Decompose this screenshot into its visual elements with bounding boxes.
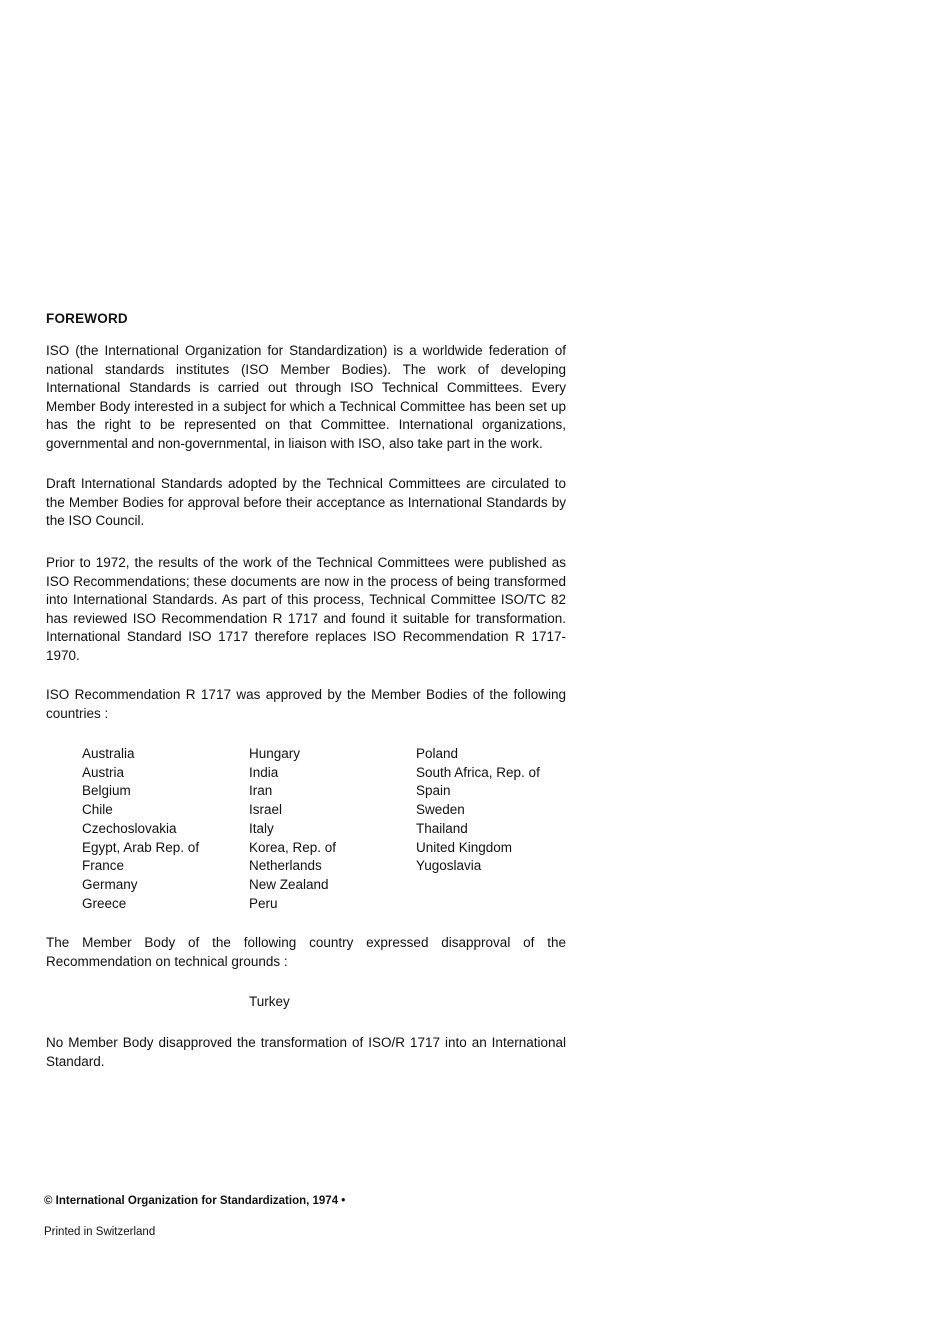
- printed-location: Printed in Switzerland: [44, 1226, 156, 1238]
- paragraph-closing: No Member Body disapproved the transformation of ISO/R 1717 into an International Standard.: [46, 1035, 566, 1069]
- country-item: Iran: [249, 783, 273, 799]
- copyright-notice: © International Organization for Standardization, 1974 •: [44, 1195, 346, 1207]
- country-item: Austria: [82, 764, 125, 780]
- country-item: New Zealand: [249, 876, 329, 892]
- paragraph-disapproval: The Member Body of the following country expressed disapproval of the Recommendation on technical grounds :: [46, 935, 566, 969]
- country-item: India: [249, 764, 279, 780]
- countries-column-2: [249, 745, 336, 913]
- paragraph-approval-intro: ISO Recommendation R 1717 was approved by the Member Bodies of the following countries :: [46, 687, 566, 721]
- country-item: Yugoslavia: [416, 858, 482, 874]
- paragraph-iso-description: ISO (the International Organization for Standardization) is a worldwide federation of national standards institutes (ISO Member Bodies). The work of developing International Standards is carried out through ISO Technical Committees. Every Member Body interested in a subject for which a Technical Committee has been set up has the right to be represented on that Committee. International organizations, governmental and non-governmental, in liaison with ISO, also take part in the work.: [46, 343, 566, 451]
- country-item: Poland: [416, 746, 459, 761]
- country-item: Greece: [82, 895, 127, 911]
- disapproving-country: Turkey: [249, 994, 290, 1009]
- country-item: France: [82, 858, 125, 874]
- paragraph-draft-standards: Draft International Standards adopted by the Technical Committees are circulated to the Member Bodies for approval before their acceptance as International Standards by the ISO Council.: [46, 476, 566, 529]
- country-item: Korea, Rep. of: [249, 839, 337, 855]
- country-item: Belgium: [82, 783, 131, 799]
- country-item: Czechoslovakia: [82, 820, 177, 836]
- country-item: Sweden: [416, 802, 465, 818]
- country-item: Germany: [82, 876, 138, 892]
- country-item: Spain: [416, 783, 451, 799]
- foreword-heading: FOREWORD: [46, 311, 128, 326]
- country-item: Italy: [249, 820, 274, 836]
- country-item: South Africa, Rep. of: [416, 764, 540, 780]
- countries-column-1: [82, 745, 199, 913]
- country-item: Australia: [82, 746, 135, 761]
- paragraph-transformation: Prior to 1972, the results of the work of the Technical Committees were published as ISO Recommendations; these documents are now in the process of being transformed into International Standards. As part of this process, Technical Committee ISO/TC 82 has reviewed ISO Recommendation R 1717 and found it suitable for transformation. International Standard ISO 1717 therefore replaces ISO Recommendation R 1717-1970.: [46, 555, 566, 663]
- country-item: Hungary: [249, 746, 301, 761]
- country-item: Egypt, Arab Rep. of: [82, 839, 200, 855]
- country-item: Peru: [249, 895, 278, 911]
- countries-column-3: [416, 745, 540, 876]
- country-item: Israel: [249, 802, 283, 818]
- country-item: Chile: [82, 802, 113, 818]
- country-item: Netherlands: [249, 858, 322, 874]
- country-item: Thailand: [416, 820, 468, 836]
- country-item: United Kingdom: [416, 839, 513, 855]
